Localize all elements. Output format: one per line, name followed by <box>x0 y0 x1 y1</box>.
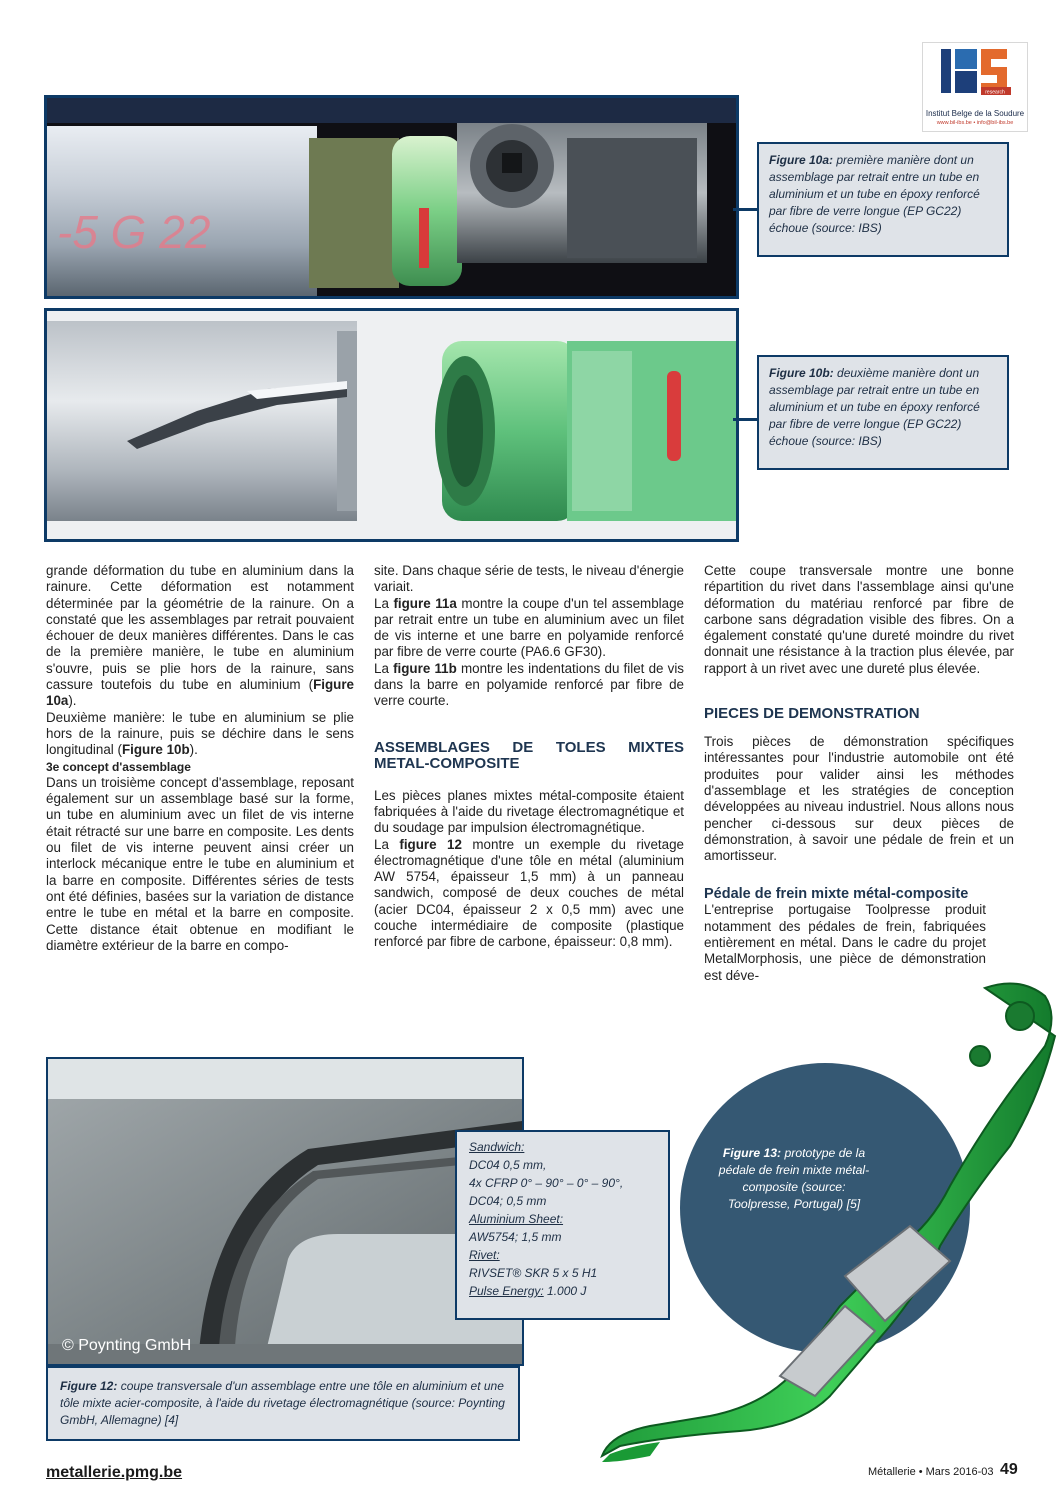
spec-sheet-title: Aluminium Sheet: <box>469 1212 564 1226</box>
paragraph: L'entreprise portugaise Toolpresse produit notamment des pédales de frein, fabriquées entièrement en métal. Dans le cadre du projet MetalMorphosis, une pièce de démonstration est déve- <box>704 902 986 983</box>
figure-10b-connector <box>733 418 757 421</box>
text-column-1 <box>46 563 354 954</box>
figure-12-photo <box>46 1057 524 1366</box>
section-heading-mixed-sheets: ASSEMBLAGES DE TOLES MIXTES METAL-COMPOSITE <box>374 738 684 772</box>
spec-line: RIVSET® SKR 5 x 5 H1 <box>469 1266 598 1280</box>
paragraph: Dans un troisième concept d'assemblage, reposant également sur un assemblage basé sur la forme, un tube en aluminium avec un filet de vis interne était rétracté sur une barre en composite. Les dents ou filet de vis interne peuvent ainsi créer un interlock mécanique entre le tube en aluminium et la barre en composite. Différentes séries de tests ont été définies, basées sur la variation de distance entre le tube en métal et la barre en composite. Cette distance était obtenue en modifiant le diamètre extérieur de la barre en compo- <box>46 774 354 953</box>
spec-line: DC04; 0,5 mm <box>469 1194 547 1208</box>
section-heading-demonstration: PIECES DE DEMONSTRATION <box>704 705 920 723</box>
figure-10a-caption: Figure 10a: première manière dont un assemblage par retrait entre un tube en aluminium et un tube en époxy renforcé par fibre de verre longue (EP GC22) échoue (source: IBS) <box>757 142 1009 257</box>
ibs-logo <box>922 42 1028 132</box>
subheading-concept-3: 3e concept d'assemblage <box>46 759 191 774</box>
paragraph: grande déformation du tube en aluminium dans la rainure. Cette déformation est notamment déterminée par la géométrie de la rainure. On a constaté que les assemblages par retrait pouvaient échouer de deux manières différentes. Dans le cas de la première manière, le tube en aluminium s'ouvre, puis se plie hors de la rainure, sans cassure toutefois du tube en aluminium (Figure 10a). <box>46 563 354 709</box>
text-column-3 <box>704 563 1014 984</box>
figure-12-copyright: © Poynting GmbH <box>62 1337 192 1354</box>
footer-website-link[interactable]: metallerie.pmg.be <box>46 1464 183 1481</box>
subheading-brake-pedal: Pédale de frein mixte métal-composite <box>704 886 969 903</box>
ibs-logo-mark <box>937 47 1013 103</box>
paragraph: Cette coupe transversale montre une bonne répartition du rivet dans l'assemblage ainsi qu'une déformation du matériau renforcé par fibre de carbone sans dégradation visible des fibres. On a également constaté qu'une dureté moindre du rivet donnait une résistance à la traction plus élevée, par rapport à un rivet avec une dureté plus élevée. <box>704 563 1014 676</box>
logo-name: Institut Belge de la Soudure <box>925 109 1025 118</box>
spec-line: DC04 0,5 mm, <box>469 1158 547 1172</box>
figure-13-caption: Figure 13: prototype de la pédale de frein mixte métal-composite (source: Toolpresse, Portugal) [5] <box>718 1146 870 1211</box>
figure-12-caption: Figure 12: coupe transversale d'un assemblage entre une tôle en aluminium et une tôle mixte acier-composite, à l'aide du rivetage électromagnétique (source: Poynting GmbH, Allemagne) [4] <box>46 1366 520 1441</box>
brake-pedal-illustration <box>590 976 1058 1466</box>
spec-line: 4x CFRP 0° – 90° – 0° – 90°, <box>469 1176 624 1190</box>
paragraph: Les pièces planes mixtes métal-composite étaient fabriquées à l'aide du rivetage électromagnétique et du soudage par impulsion électromagnétique. <box>374 787 684 836</box>
svg-text:-5 G 22: -5 G 22 <box>57 206 211 258</box>
paragraph: site. Dans chaque série de tests, le niveau d'énergie variait. <box>374 563 684 595</box>
figure-10b-caption: Figure 10b: deuxième manière dont un assemblage par retrait entre un tube en aluminium et un tube en époxy renforcé par fibre de verre longue (EP GC22) échoue (source: IBS) <box>757 355 1009 470</box>
figure-10b-photo <box>44 308 739 542</box>
spec-sandwich-title: Sandwich: <box>469 1140 525 1154</box>
figure-10a-connector <box>733 208 757 211</box>
paragraph: Trois pièces de démonstration spécifiques intéressantes pour l'industrie automobile ont été produites pour valider ainsi les méthodes d'assemblage et les stratégies de conception développées au niveau industriel. Nous allons nous pencher ci-dessous sur deux pièces de démonstration, à savoir une pédale de frein et un amortisseur. <box>704 734 1014 864</box>
paragraph: La figure 12 montre un exemple du rivetage électromagnétique d'une tôle en métal (aluminium AW 5754, épaisseur 1,5 mm) à un panneau sandwich, composé de deux couches de métal (acier DC04, épaisseur 2 x 0,5 mm) avec une couche intermédiaire de composite (plastique renforcé par fibre de carbone, épaisseur: 0,8 mm). <box>374 836 684 950</box>
paragraph: Deuxième manière: le tube en aluminium se plie hors de la rainure, puis se déchire dans le sens longitudinal (Figure 10b). <box>46 709 354 758</box>
logo-contact: www.bil-ibs.be • info@bil-ibs.be <box>936 120 1014 126</box>
spec-pulse: Pulse Energy: 1.000 J <box>469 1284 587 1298</box>
page-number: 49 <box>1000 1461 1018 1478</box>
figure-10a-photo <box>44 95 739 299</box>
svg-text:research: research <box>985 89 1005 96</box>
paragraph: La figure 11b montre les indentations du filet de vis dans la barre en polyamide renforcé par fibre de verre courte. <box>374 660 685 709</box>
paragraph: La figure 11a montre la coupe d'un tel assemblage par retrait entre un tube en aluminium avec un filet de vis interne et une barre en polyamide renforcé par fibre de verre courte (PA6.6 GF30). <box>374 595 684 660</box>
spec-rivet-title: Rivet: <box>469 1248 500 1262</box>
footer-issue: Métallerie • Mars 2016-03 <box>868 1466 994 1478</box>
spec-line: AW5754; 1,5 mm <box>469 1230 562 1244</box>
text-column-2 <box>374 563 684 951</box>
